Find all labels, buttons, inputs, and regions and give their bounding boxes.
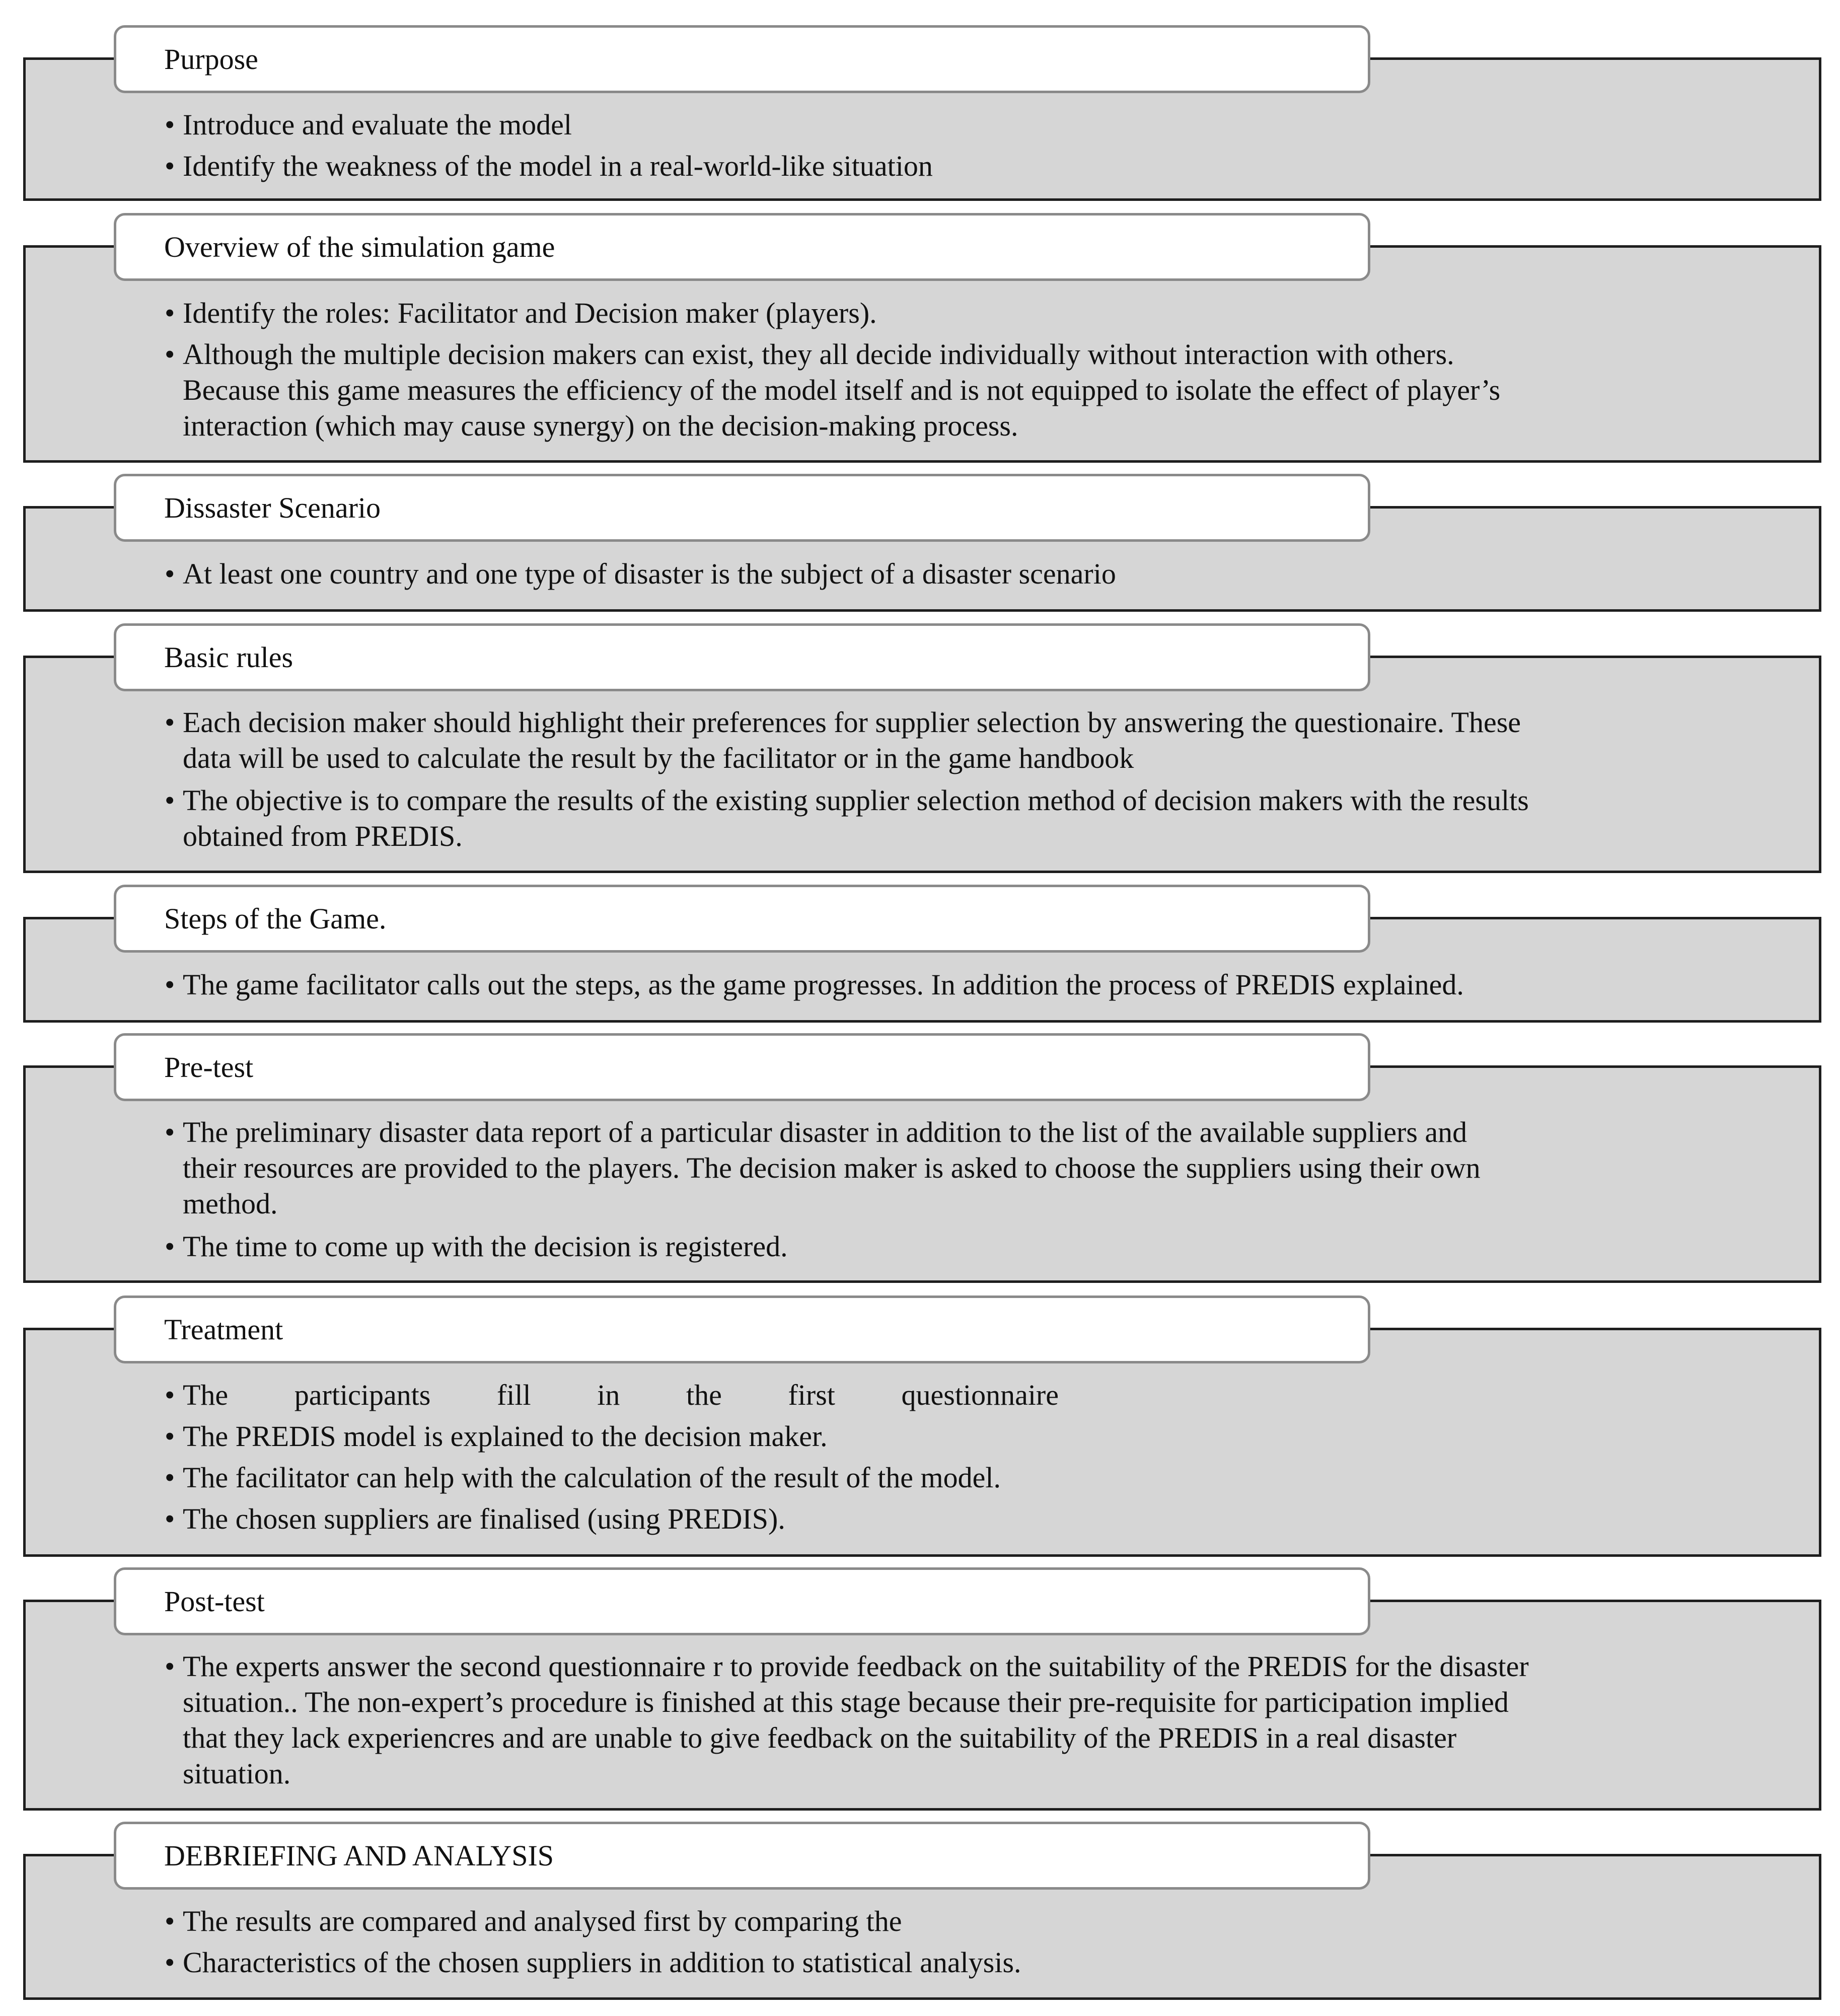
section-debriefing-title: DEBRIEFING AND ANALYSIS xyxy=(114,1822,1370,1890)
section-purpose-title: Purpose xyxy=(114,25,1370,93)
bullet-item: • The facilitator can help with the calculation of the result of the model. xyxy=(183,1460,1683,1495)
section-overview-title: Overview of the simulation game xyxy=(114,213,1370,281)
bullet-item: • Each decision maker should highlight their preferences for supplier selection by answering the questionaire. These data will be used to calculate the result by the facilitator or in the game handbook xyxy=(183,704,1683,776)
bullet-item: • At least one country and one type of disaster is the subject of a disaster scenario xyxy=(183,556,1683,592)
bullet-item: • The chosen suppliers are finalised (using PREDIS). xyxy=(183,1501,1683,1537)
bullet-item: • The time to come up with the decision is registered. xyxy=(183,1229,1683,1264)
section-pretest-title: Pre-test xyxy=(114,1033,1370,1101)
section-steps-title: Steps of the Game. xyxy=(114,885,1370,953)
bullet-item: • Characteristics of the chosen suppliers in addition to statistical analysis. xyxy=(183,1945,1683,1980)
section-scenario-title: Dissaster Scenario xyxy=(114,474,1370,542)
bullet-item: • The experts answer the second questionnaire r to provide feedback on the suitability of the PREDIS for the disaster situation.. The non-expert’s procedure is finished at this stage because their pre-requisite for participation implied that they lack experiencres and are unable to give feedback on the suitability of the PREDIS in a real disaster situation. xyxy=(183,1648,1683,1791)
section-posttest-title: Post-test xyxy=(114,1567,1370,1635)
bullet-item: • The game facilitator calls out the steps, as the game progresses. In addition the process of PREDIS explained. xyxy=(183,967,1683,1002)
bullet-item: • Although the multiple decision makers can exist, they all decide individually without interaction with others. Because this game measures the efficiency of the model itself and is not equipped to isolate the effect of player’s interaction (which may cause synergy) on the decision-making process. xyxy=(183,336,1683,444)
bullet-item: • The preliminary disaster data report of a particular disaster in addition to the list of the available suppliers and their resources are provided to the players. The decision maker is asked to choose the suppliers using their own method. xyxy=(183,1114,1683,1221)
bullet-item: • Introduce and evaluate the model xyxy=(183,107,1683,142)
bullet-item: • The objective is to compare the results of the existing supplier selection method of decision makers with the results obtained from PREDIS. xyxy=(183,782,1683,854)
bullet-item: • The PREDIS model is explained to the decision maker. xyxy=(183,1418,1683,1454)
bullet-item: • The results are compared and analysed first by comparing the xyxy=(183,1903,1683,1939)
section-treatment-title: Treatment xyxy=(114,1295,1370,1363)
bullet-item: • Identify the weakness of the model in a real-world-like situation xyxy=(183,148,1683,184)
bullet-item: • The participants fill in the first questionnaire xyxy=(183,1377,1059,1413)
section-basic-rules-title: Basic rules xyxy=(114,623,1370,691)
bullet-item: • Identify the roles: Facilitator and Decision maker (players). xyxy=(183,295,1683,331)
